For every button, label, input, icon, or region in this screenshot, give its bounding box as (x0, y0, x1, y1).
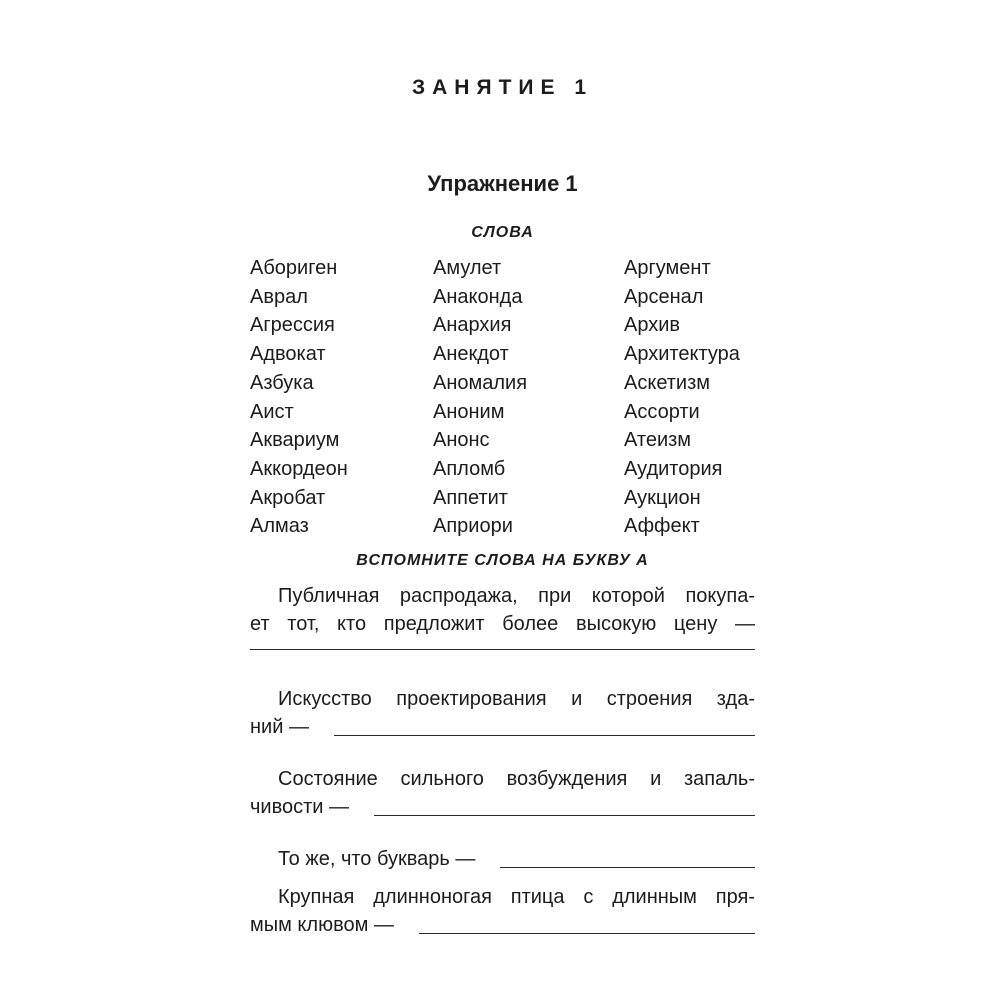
question-text-line: Публичная распродажа, при которой покупа- (278, 585, 755, 608)
word-item: Аист (250, 400, 294, 423)
word-item: Аврал (250, 285, 308, 308)
word-item: Аудитория (624, 457, 723, 480)
question-text-tail: чивости — (250, 796, 350, 819)
word-column-2 (433, 254, 624, 541)
word-item: Архив (624, 314, 681, 337)
word-item: Арсенал (624, 285, 704, 308)
question-text-tail: ний — (250, 716, 309, 739)
word-item: Аргумент (624, 257, 711, 279)
word-item: Аквариум (250, 429, 340, 452)
answer-blank-line (419, 911, 755, 934)
word-item: Анархия (433, 314, 512, 337)
exercise-title: Упражнение 1 (427, 171, 578, 196)
question-architecture (250, 685, 755, 741)
word-column-3 (624, 254, 755, 541)
word-list (250, 254, 755, 541)
word-item: Аскетизм (624, 371, 711, 394)
word-item: Аномалия (433, 371, 528, 394)
question-last-line (250, 845, 755, 873)
question-last-line (250, 713, 755, 741)
word-item: Атеизм (624, 429, 692, 452)
word-item: Абориген (250, 257, 338, 279)
word-item: Акробат (250, 486, 326, 509)
question-stork (250, 883, 755, 939)
answer-blank-line (334, 713, 755, 736)
word-item: Амулет (433, 257, 502, 279)
page-content (250, 76, 755, 939)
word-item: Ассорти (624, 400, 700, 423)
answer-blank-line (374, 793, 755, 816)
word-item: Апломб (433, 457, 506, 480)
word-item: Агрессия (250, 314, 335, 337)
question-text-line: Искусство проектирования и строения зда- (278, 688, 755, 711)
lesson-title: ЗАНЯТИЕ 1 (411, 76, 594, 99)
word-item: Азбука (250, 371, 314, 394)
question-text-line: Крупная длинноногая птица с длинным пря- (278, 886, 755, 909)
word-item: Априори (433, 515, 513, 538)
question-auction (250, 582, 755, 651)
word-column-1 (250, 254, 433, 541)
question-text-tail: мым клювом — (250, 914, 394, 937)
answer-blank-line (500, 845, 755, 868)
question-primer (250, 845, 755, 873)
word-item: Анонс (433, 429, 490, 452)
recall-heading: ВСПОМНИТЕ СЛОВА НА БУКВУ А (356, 552, 649, 570)
word-item: Аппетит (433, 486, 508, 509)
question-text-line: Состояние сильного возбуждения и запаль- (278, 768, 755, 791)
question-last-line (250, 793, 755, 821)
word-item: Адвокат (250, 343, 326, 366)
word-item: Алмаз (250, 515, 309, 538)
word-item: Анаконда (433, 285, 523, 308)
question-text-tail: То же, что букварь — (278, 848, 476, 871)
word-item: Анекдот (433, 343, 509, 366)
word-item: Аккордеон (250, 457, 348, 480)
question-text-line: ет тот, кто предложит более высокую цену — (250, 613, 755, 636)
words-heading: СЛОВА (471, 224, 534, 241)
question-last-line (250, 911, 755, 939)
answer-blank-line (250, 649, 755, 651)
word-item: Аукцион (624, 486, 701, 509)
word-item: Аноним (433, 400, 505, 423)
word-item: Аффект (624, 515, 700, 538)
question-affect (250, 765, 755, 821)
word-item: Архитектура (624, 343, 740, 366)
